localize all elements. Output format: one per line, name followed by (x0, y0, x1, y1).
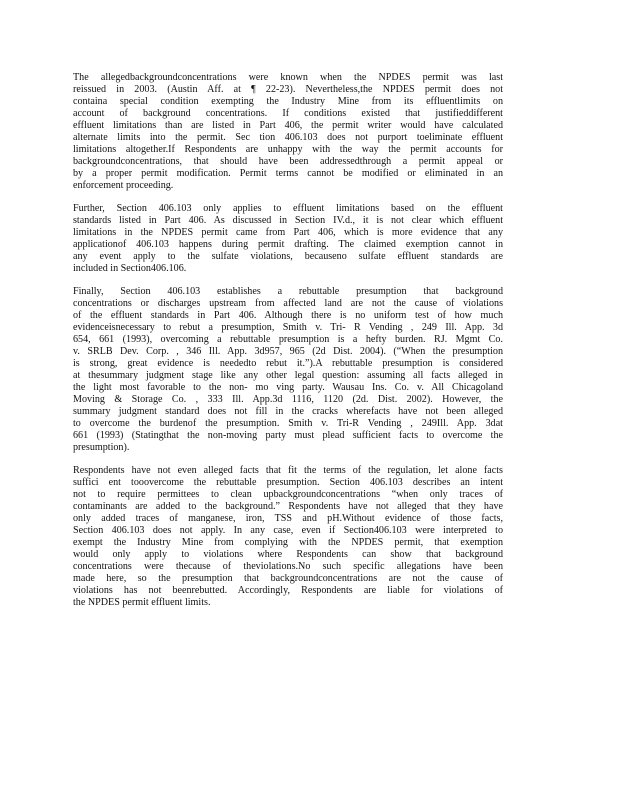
text-line: account of background concentrations. If conditions existed that justifieddifferent (73, 107, 503, 119)
text-line: reissued in 2003. (Austin Aff. at ¶ 22-23). Nevertheless,the NPDES permit does not (73, 83, 503, 95)
text-line: v. SRLB Dev. Corp. , 346 Ill. App. 3d957, 965 (2d Dist. 2004). (“When the presumption (73, 346, 503, 358)
text-line: containa special condition exempting the Industry Mine from its effluentlimits on (73, 95, 503, 107)
text-line: at thesummary judgment stage like any other legal question: assuming all facts alleged in (73, 369, 503, 381)
text-line: not to require permittees to clean upbackgroundconcentrations “when only traces of (73, 489, 503, 500)
text-line: only added traces of manganese, iron, TSS and pH.Without evidence of those facts, (73, 512, 503, 524)
text-line: alternate limits into the permit. Sec tion 406.103 does not purport toeliminate effluent (73, 131, 503, 143)
text-line: 654, 661 (1993), overcoming a rebuttable presumption is a hefty burden. RJ. Mgmt Co. (73, 334, 503, 346)
text-line: Finally, Section 406.103 establishes a rebuttable presumption that background (73, 286, 503, 298)
text-line: violations has not beenrebutted. Accordingly, Respondents are liable for violations of (73, 584, 503, 596)
paragraph-respondents-liable (73, 465, 503, 608)
text-line: any event apply to the sulfate violations, becauseno sulfate effluent standards are (73, 250, 503, 262)
text-line: summary judgment standard does not fill in the cracks wherefacts have not been alleged (73, 405, 503, 417)
text-line: suffici ent tooovercome the rebuttable presumption. Section 406.103 describes an intent (73, 477, 503, 489)
text-line: the NPDES permit effluent limits. (73, 596, 211, 608)
text-line: included in Section406.106. (73, 262, 187, 274)
text-line: evidenceisnecessary to rebut a presumption, Smith v. Tri- R Vending , 249 Ill. App. 3d (73, 322, 503, 334)
text-line: The allegedbackgroundconcentrations were known when the NPDES permit was last (73, 72, 503, 83)
text-line: applicationof 406.103 happens during permit drafting. The claimed exemption cannot in (73, 238, 503, 250)
text-line: enforcement proceeding. (73, 179, 174, 191)
text-line: exempt the Industry Mine from complying with the NPDES permit, that exemption (73, 536, 503, 548)
document-body (73, 72, 503, 620)
text-line: limitations altogether.If Respondents are unhappy with the way the permit accounts for (73, 143, 503, 155)
paragraph-section-applies (73, 203, 503, 275)
text-line: presumption). (73, 441, 130, 453)
paragraph-rebuttable-presumption (73, 286, 503, 453)
text-line: standards listed in Part 406. As discussed in Section IV.d., it is not clear which effluent (73, 214, 503, 226)
paragraph-permit-reissued (73, 72, 503, 192)
text-line: Section 406.103 does not apply. In any case, even if Section406.103 were interpreted to (73, 524, 503, 536)
text-line: Moving & Storage Co. , 333 Ill. App.3d 1116, 1120 (2d. Dist. 2002). However, the (73, 393, 503, 405)
text-line: backgroundconcentrations, that should have been addressedthrough a permit appeal or (73, 155, 503, 167)
text-line: by a proper permit modification. Permit terms cannot be modified or eliminated in an (73, 167, 503, 179)
text-line: to overcome the burdenof the presumption. Smith v. Tri-R Vending , 249Ill. App. 3dat (73, 417, 503, 429)
text-line: 661 (1993) (Statingthat the non-moving party must plead sufficient facts to overcome the (73, 429, 503, 441)
text-line: of the effluent standards in Part 406. Although there is no uniform test of how much (73, 310, 503, 322)
text-line: made here, so the presumption that backgroundconcentrations are not the cause of (73, 572, 503, 584)
text-line: Respondents have not even alleged facts that fit the terms of the regulation, let alone facts (73, 465, 503, 477)
text-line: Further, Section 406.103 only applies to effluent limitations based on the effluent (73, 203, 503, 215)
text-line: is strong, great evidence is neededto rebut it.”).A rebuttable presumption is considered (73, 357, 503, 369)
text-line: would only apply to violations where Respondents can show that background (73, 548, 503, 560)
text-line: effluent limitations than are listed in Part 406, the permit writer would have calculated (73, 119, 503, 131)
text-line: concentrations were thecause of theviolations.No such specific allegations have been (73, 560, 503, 572)
text-line: limitations in the NPDES permit came from Part 406, which is more evidence that any (73, 226, 503, 238)
text-line: contaminants are added to the background.” Respondents have not alleged that they have (73, 500, 503, 512)
text-line: the light most favorable to the non- mo ving party. Wausau Ins. Co. v. All Chicagoland (73, 381, 503, 393)
text-line: concentrations or discharges upstream from affected land are not the cause of violations (73, 298, 503, 310)
